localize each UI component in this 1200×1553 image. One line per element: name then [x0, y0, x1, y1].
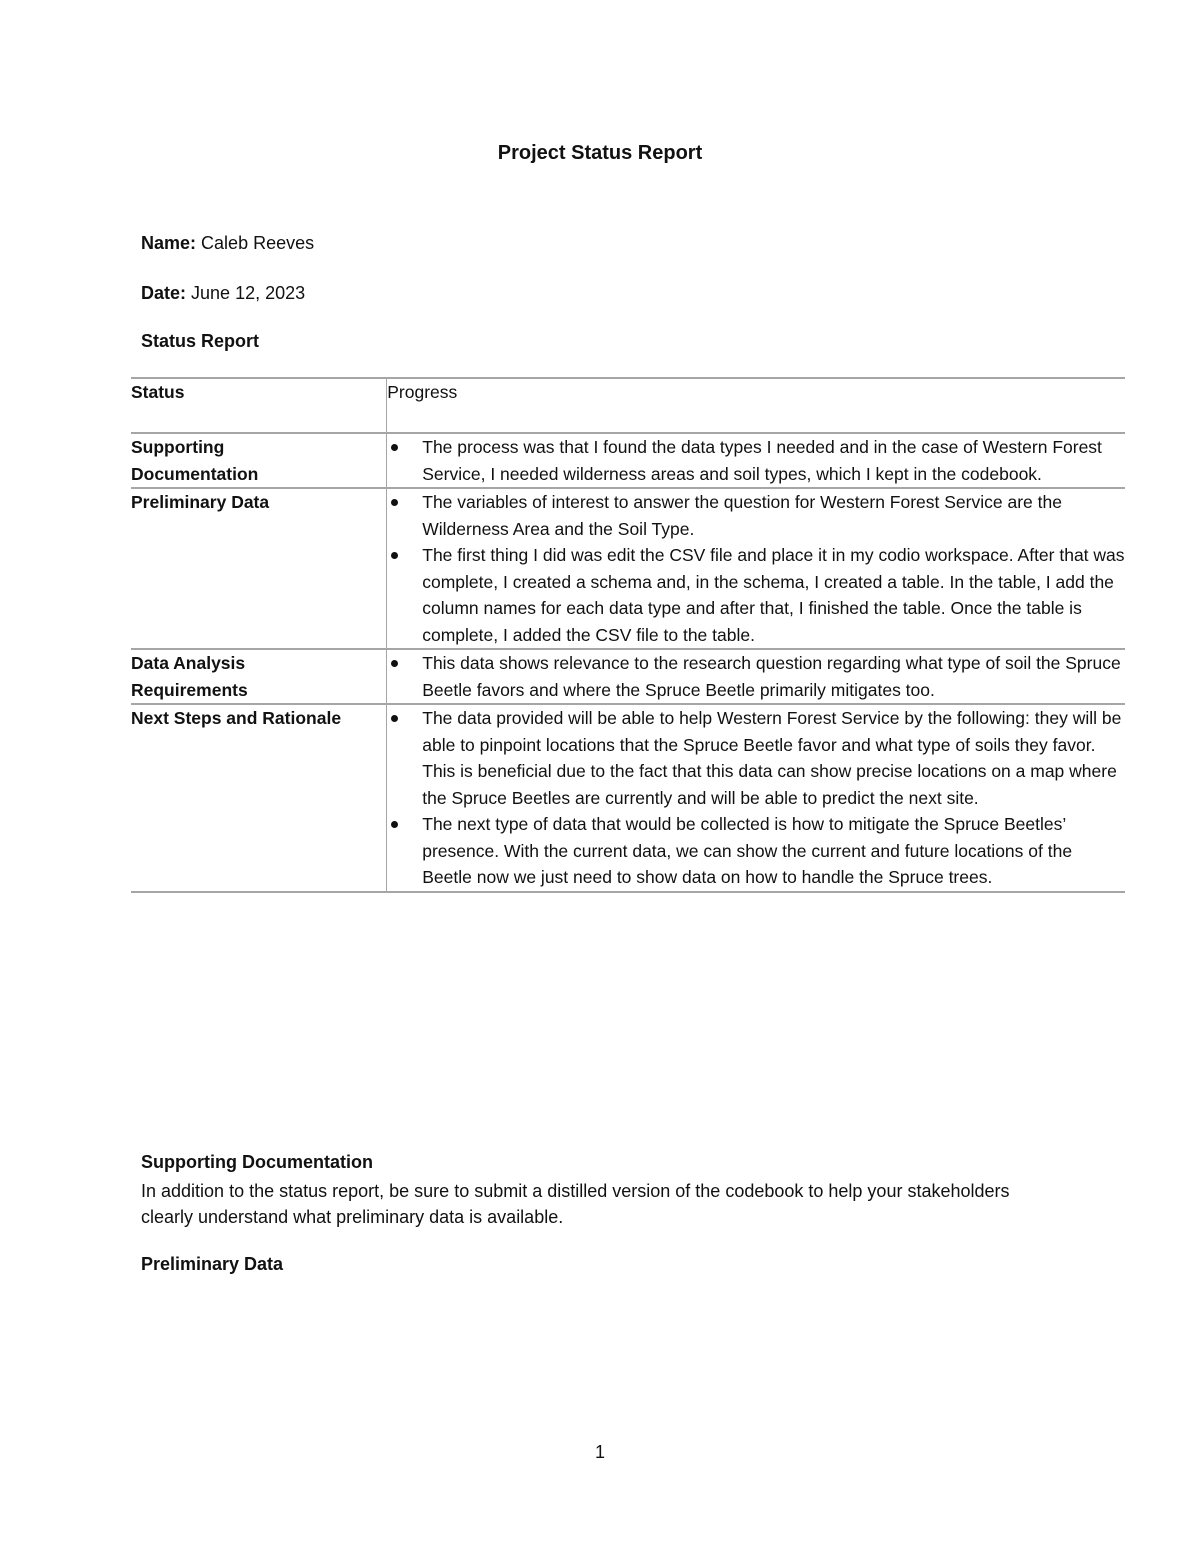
- name-value: Caleb Reeves: [201, 233, 315, 253]
- row-label: [131, 433, 387, 488]
- table-row: [131, 488, 1125, 649]
- row-label-line: Supporting: [131, 437, 225, 457]
- page-title: Project Status Report: [497, 142, 703, 164]
- bullet-list: [387, 489, 1125, 648]
- bullet-item: The variables of interest to answer the question for Western Forest Service are the Wilderness Area and the Soil Type.: [387, 489, 1125, 542]
- date-value: June 12, 2023: [191, 283, 306, 303]
- row-label: [131, 488, 387, 649]
- row-label-line: Preliminary Data: [131, 492, 270, 512]
- header-progress: Progress: [387, 378, 1125, 433]
- row-progress: [387, 488, 1125, 649]
- row-label: [131, 649, 387, 704]
- row-progress: [387, 649, 1125, 704]
- bullet-list: [387, 434, 1125, 487]
- date-label: Date:: [141, 283, 187, 303]
- bullet-list: [387, 650, 1125, 703]
- row-label: [131, 704, 387, 892]
- status-table: [131, 377, 1125, 893]
- table-header-row: [131, 378, 1125, 433]
- page-number: 1: [594, 1442, 605, 1462]
- supporting-documentation-text: In addition to the status report, be sure to submit a distilled version of the codebook to help your stakeholders clearly understand what preliminary data is available.: [141, 1181, 1010, 1227]
- header-status: [131, 378, 387, 433]
- row-progress: [387, 704, 1125, 892]
- row-label-line: Requirements: [131, 679, 248, 700]
- preliminary-data-heading: Preliminary Data: [141, 1254, 284, 1274]
- bullet-item: The process was that I found the data types I needed and in the case of Western Forest Service, I needed wilderness areas and soil types, which I kept in the codebook.: [387, 434, 1125, 487]
- name-label: Name:: [141, 233, 197, 253]
- date-field: [141, 283, 305, 304]
- bullet-list: [387, 705, 1125, 891]
- row-label-line: Data Analysis: [131, 653, 246, 673]
- status-report-heading: Status Report: [141, 331, 260, 351]
- supporting-documentation-heading: Supporting Documentation: [141, 1152, 373, 1172]
- table-row: [131, 433, 1125, 488]
- name-field: [141, 233, 314, 254]
- bullet-item: The data provided will be able to help Western Forest Service by the following: they will be able to pinpoint locations that the Spruce Beetle favor and what type of soils they favor. This is beneficial due to the fact that this data can show precise locations on a map where the Spruce Beetles are currently and will be able to predict the next site.: [387, 705, 1125, 811]
- row-label-line: Next Steps and Rationale: [131, 708, 342, 728]
- table-row: [131, 649, 1125, 704]
- row-label-line: Documentation: [131, 463, 259, 484]
- header-status-text: Status: [131, 382, 185, 402]
- bullet-item: This data shows relevance to the research question regarding what type of soil the Spruce Beetle favors and where the Spruce Beetle primarily mitigates too.: [387, 650, 1125, 703]
- bullet-item: The next type of data that would be collected is how to mitigate the Spruce Beetles’ presence. With the current data, we can show the current and future locations of the Beetle now we just need to show data on how to handle the Spruce trees.: [387, 811, 1125, 891]
- table-row: [131, 704, 1125, 892]
- bullet-item: The first thing I did was edit the CSV file and place it in my codio workspace. After that was complete, I created a schema and, in the schema, I created a table. In the table, I add the column names for each data type and after that, I finished the table. Once the table is complete, I added the CSV file to the table.: [387, 542, 1125, 648]
- row-progress: [387, 433, 1125, 488]
